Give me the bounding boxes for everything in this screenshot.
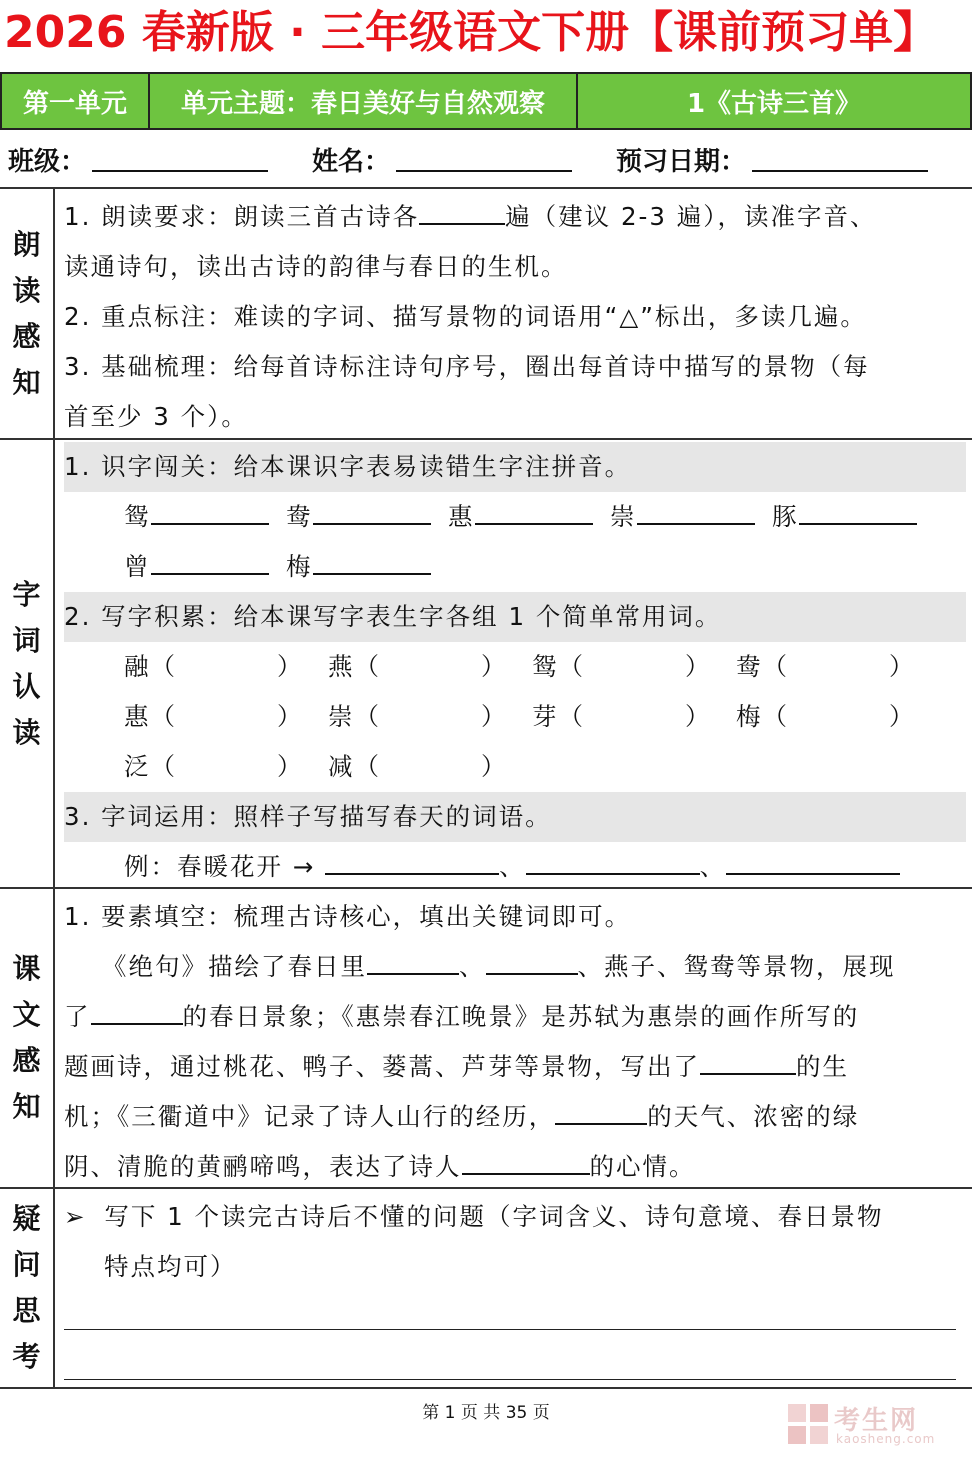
spring-word-blank-2[interactable] bbox=[526, 845, 700, 875]
date-field: 预习日期： bbox=[616, 141, 928, 178]
question-line-2: 特点均可） bbox=[104, 1252, 237, 1281]
watermark-logo bbox=[786, 1400, 956, 1450]
comprehension-line-4: 机；《三衢道中》记录了诗人山行的经历， 的天气、浓密的绿 bbox=[64, 1092, 966, 1142]
page-footer: 第 1 页 共 35 页 bbox=[422, 1403, 550, 1423]
pinyin-item: 崇 bbox=[610, 492, 755, 542]
date-input-line[interactable] bbox=[752, 146, 928, 172]
characters-heading-2: 2. 写字积累：给本课写字表生字各组 1 个简单常用词。 bbox=[64, 592, 966, 642]
arrow-bullet-icon: ➢ bbox=[64, 1202, 87, 1231]
reading-count-blank[interactable] bbox=[419, 195, 505, 225]
student-info-row bbox=[0, 133, 972, 185]
section-questions bbox=[0, 1187, 972, 1389]
answer-line[interactable] bbox=[64, 1379, 956, 1380]
spring-word-blank-3[interactable] bbox=[726, 845, 900, 875]
section-characters bbox=[0, 438, 972, 887]
pinyin-item: 豚 bbox=[772, 492, 917, 542]
pinyin-item: 鸳 bbox=[124, 492, 269, 542]
section-text-label: 课 文 感 知 bbox=[0, 889, 55, 1187]
pinyin-item: 惠 bbox=[448, 492, 593, 542]
reading-line-5: 首至少 3 个）。 bbox=[64, 402, 248, 431]
word-group-item: 芽（ ） bbox=[532, 702, 712, 731]
answer-line[interactable] bbox=[64, 1329, 956, 1330]
pinyin-item: 鸯 bbox=[286, 492, 431, 542]
comprehension-line-2: 了 的春日景象；《惠崇春江晚景》是苏轼为惠崇的画作所写的 bbox=[64, 992, 966, 1042]
section-reading-label: 朗 读 感 知 bbox=[0, 189, 55, 438]
section-characters-label: 字 词 认 读 bbox=[0, 440, 55, 887]
comprehension-heading: 1. 要素填空：梳理古诗核心，填出关键词即可。 bbox=[64, 902, 632, 931]
word-group-item: 减（ ） bbox=[328, 752, 508, 781]
unit-theme: 单元主题：春日美好与自然观察 bbox=[150, 74, 578, 128]
characters-heading-3: 3. 字词运用：照样子写描写春天的词语。 bbox=[64, 792, 966, 842]
unit-bar bbox=[0, 72, 972, 130]
pinyin-item: 梅 bbox=[286, 542, 431, 592]
section-text-comprehension bbox=[0, 887, 972, 1187]
kaosheng-logo-icon bbox=[786, 1400, 830, 1446]
name-input-line[interactable] bbox=[396, 146, 572, 172]
word-group-item: 融（ ） bbox=[124, 652, 304, 681]
section-reading bbox=[0, 187, 972, 438]
word-group-item: 燕（ ） bbox=[328, 652, 508, 681]
reading-line-4: 3. 基础梳理：给每首诗标注诗句序号，圈出每首诗中描写的景物（每 bbox=[64, 352, 870, 381]
comprehension-line-3: 题画诗，通过桃花、鸭子、蒌蒿、芦芽等景物，写出了 的生 bbox=[64, 1042, 966, 1092]
word-group-item: 泛（ ） bbox=[124, 752, 304, 781]
question-line-1: ➢ 写下 1 个读完古诗后不懂的问题（字词含义、诗句意境、春日景物 bbox=[64, 1202, 884, 1231]
watermark-domain: kaosheng.com bbox=[836, 1432, 936, 1446]
comprehension-line-1: 《绝句》描绘了春日里 、 、燕子、鸳鸯等景物，展现 bbox=[102, 942, 966, 992]
reading-line-3: 2. 重点标注：难读的字词、描写景物的词语用“△”标出，多读几遍。 bbox=[64, 302, 867, 331]
word-group-item: 鸯（ ） bbox=[736, 652, 916, 681]
section-questions-label: 疑 问 思 考 bbox=[0, 1189, 55, 1387]
watermark-name: 考生网 bbox=[834, 1406, 919, 1436]
word-group-item: 崇（ ） bbox=[328, 702, 508, 731]
lesson-title: 1《古诗三首》 bbox=[686, 88, 862, 119]
word-group-item: 惠（ ） bbox=[124, 702, 304, 731]
pinyin-item: 曾 bbox=[124, 542, 269, 592]
comprehension-line-5: 阴、清脆的黄鹂啼鸣，表达了诗人 的心情。 bbox=[64, 1142, 966, 1192]
reading-line-1: 1. 朗读要求：朗读三首古诗各 遍（建议 2-3 遍），读准字音、 bbox=[64, 192, 966, 242]
unit-label: 第一单元 bbox=[2, 74, 150, 128]
word-group-item: 鸳（ ） bbox=[532, 652, 712, 681]
word-group-item: 梅（ ） bbox=[736, 702, 916, 731]
spring-word-blank-1[interactable] bbox=[325, 845, 499, 875]
class-input-line[interactable] bbox=[92, 146, 268, 172]
document-title: 2026 春新版 · 三年级语文下册【课前预习单】 bbox=[4, 7, 938, 58]
reading-line-2: 读通诗句，读出古诗的韵律与春日的生机。 bbox=[64, 252, 568, 281]
characters-heading-1: 1. 识字闯关：给本课识字表易读错生字注拼音。 bbox=[64, 442, 966, 492]
class-field: 班级： bbox=[8, 141, 268, 178]
example-row: 例：春暖花开 → 、 、 bbox=[124, 842, 966, 892]
name-field: 姓名： bbox=[312, 141, 572, 178]
